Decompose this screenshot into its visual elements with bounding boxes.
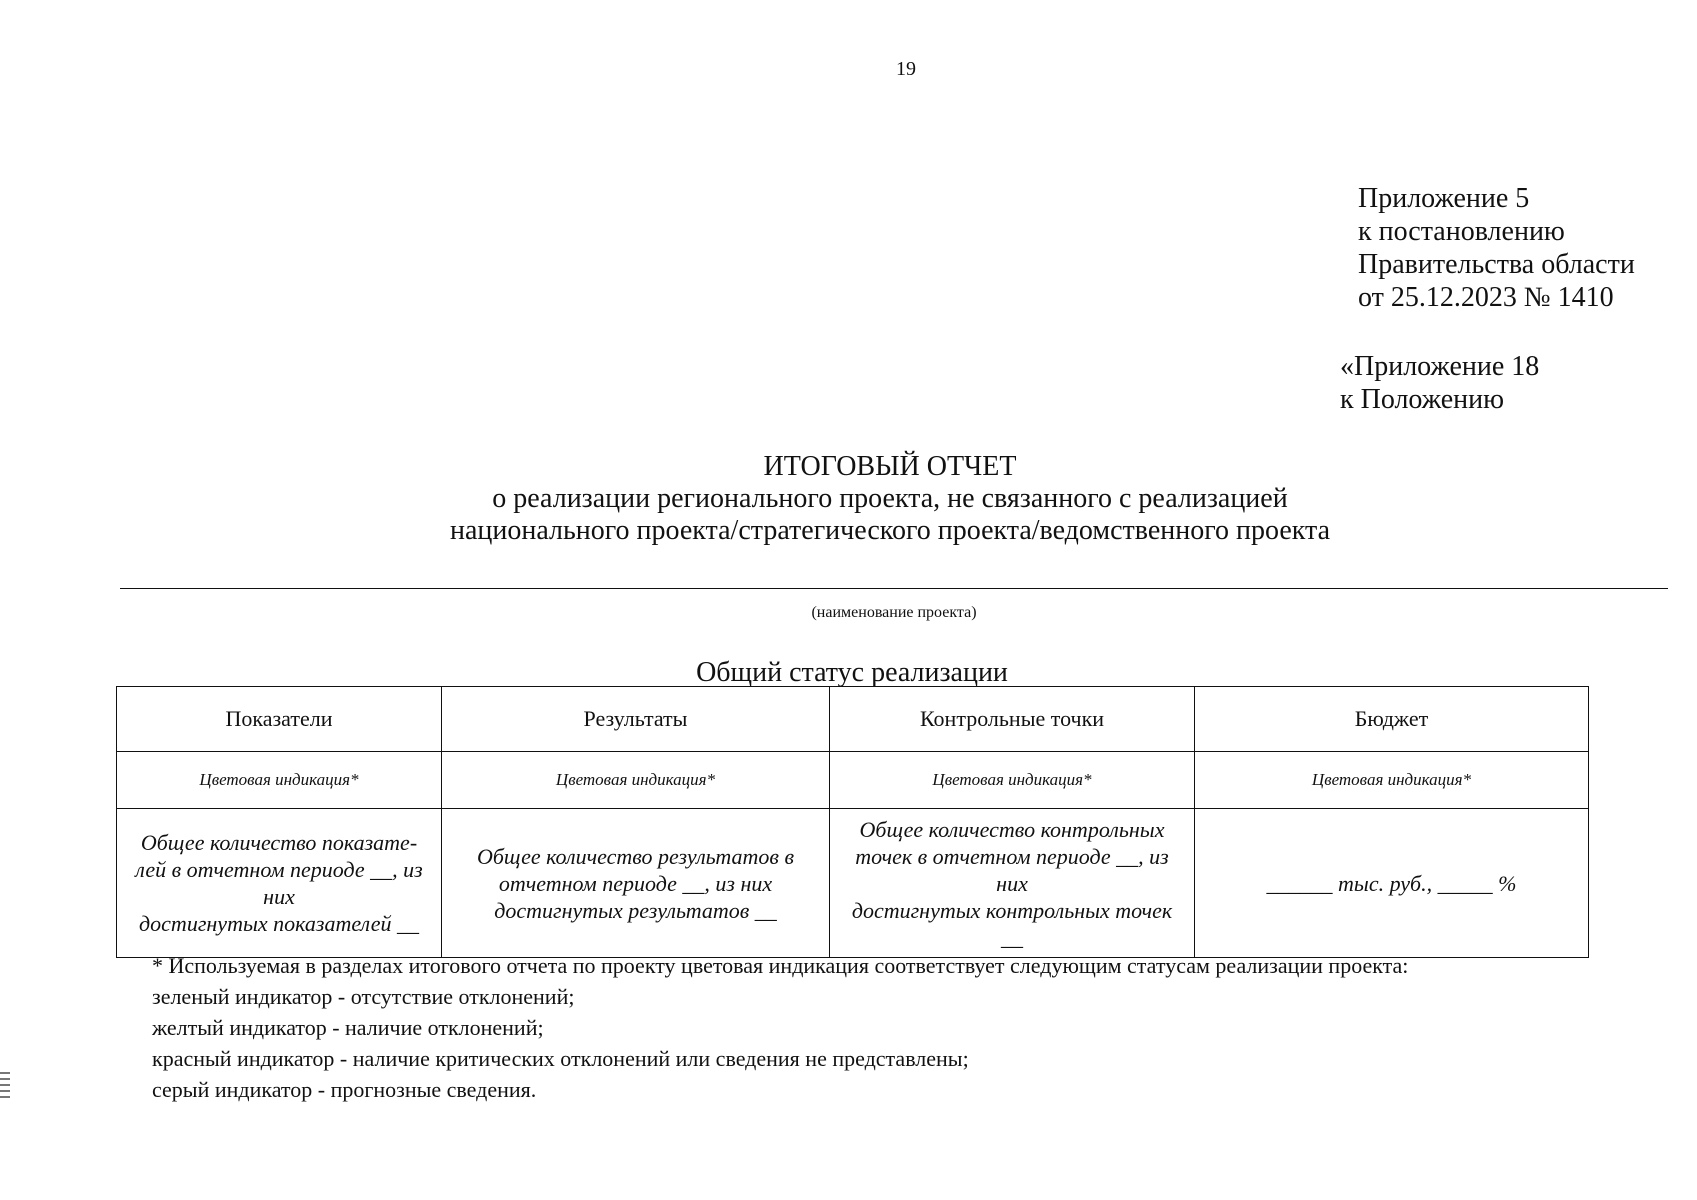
- cell-line: ______ тыс. руб., _____ %: [1266, 870, 1517, 896]
- footnote-line: желтый индикатор - наличие отклонений;: [152, 1015, 544, 1040]
- prior-appendix-line: «Приложение 18: [1340, 351, 1540, 382]
- color-indication-cell: Цветовая индикация*: [1195, 752, 1589, 809]
- report-heading: ИТОГОВЫЙ ОТЧЕТ: [763, 451, 1017, 482]
- appendix-line: Приложение 5: [1358, 183, 1530, 214]
- appendix-line: Правительства области: [1358, 249, 1635, 280]
- color-indication-cell: Цветовая индикация*: [442, 752, 830, 809]
- cell-line: достигнутых контрольных точек: [851, 897, 1173, 923]
- footnote-line: серый индикатор - прогнозные сведения.: [152, 1077, 537, 1102]
- footnote-line: красный индикатор - наличие критических отклонений или сведения не представлены;: [152, 1046, 969, 1071]
- header-checkpoints: Контрольные точки: [830, 687, 1195, 752]
- footnote-line: зеленый индикатор - отсутствие отклонений;: [152, 984, 575, 1009]
- project-name-line: [120, 588, 1668, 589]
- status-table: [116, 686, 1589, 958]
- report-subtitle-line: национального проекта/стратегического проекта/ведомственного проекта: [450, 515, 1330, 546]
- header-budget: Бюджет: [1195, 687, 1589, 752]
- cell-line: точек в отчетном периоде __, из: [855, 843, 1169, 869]
- cell-line: достигнутых показателей __: [139, 911, 419, 936]
- cell-line: Общее количество показате-: [140, 830, 418, 855]
- page-number: 19: [896, 58, 916, 80]
- cell-line: отчетном периоде __, из них: [498, 870, 773, 896]
- prior-appendix-line: к Положению: [1340, 384, 1505, 415]
- cell-line: них: [263, 884, 295, 909]
- appendix-block: [1358, 182, 1635, 314]
- scan-edge-mark: [0, 1072, 10, 1098]
- indicators-count-cell: [117, 809, 442, 958]
- results-count-cell: [442, 809, 830, 958]
- table-header-row: [117, 687, 1589, 752]
- appendix-line: к постановлению: [1358, 216, 1565, 247]
- checkpoints-count-cell: [830, 809, 1195, 958]
- color-indication-row: [117, 752, 1589, 809]
- project-name-caption: (наименование проекта): [811, 604, 977, 621]
- cell-line: Общее количество результатов в: [476, 843, 795, 869]
- cell-line: достигнутых результатов __: [494, 897, 777, 923]
- cell-line: Общее количество контрольных: [859, 816, 1165, 842]
- report-title: [110, 451, 1670, 547]
- cell-line: лей в отчетном периоде __, из: [135, 857, 423, 882]
- footnote-line: * Используемая в разделах итогового отчета по проекту цветовая индикация соответствует следующим статусам реализации проекта:: [152, 953, 1409, 978]
- appendix-line: от 25.12.2023 № 1410: [1358, 282, 1614, 313]
- header-results: Результаты: [442, 687, 830, 752]
- cell-line: __: [1001, 924, 1023, 950]
- color-indication-cell: Цветовая индикация*: [830, 752, 1195, 809]
- prior-appendix-block: [1340, 350, 1539, 416]
- color-indication-cell: Цветовая индикация*: [117, 752, 442, 809]
- cell-line: них: [996, 870, 1028, 896]
- budget-cell: [1195, 809, 1589, 958]
- report-subtitle-line: о реализации регионального проекта, не связанного с реализацией: [492, 483, 1288, 514]
- header-indicators: Показатели: [117, 687, 442, 752]
- section-title: Общий статус реализации: [696, 657, 1008, 688]
- footnote: [152, 950, 1408, 1105]
- counts-row: [117, 809, 1589, 958]
